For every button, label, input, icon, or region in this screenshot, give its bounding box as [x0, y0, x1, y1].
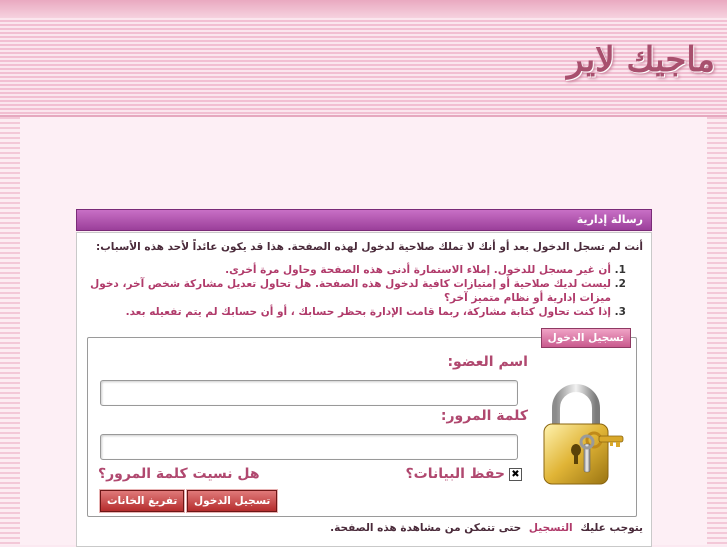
- site-logo[interactable]: ماجيك لاير: [567, 40, 715, 80]
- password-label: كلمة المرور:: [440, 408, 528, 424]
- right-border-stripe: [707, 117, 727, 545]
- register-link[interactable]: التسجيل: [528, 522, 573, 534]
- left-border-stripe: [0, 117, 20, 545]
- password-input[interactable]: [100, 434, 518, 460]
- reason-item: 1. أن غير مسجل للدخول. إملاء الاستمارة أدنى هذه الصفحة وحاول مرة أخرى.: [81, 263, 611, 277]
- padlock-with-keys-icon: [534, 378, 626, 488]
- reset-fields-button[interactable]: تفريغ الخانات: [100, 490, 184, 512]
- header-top-band: [0, 0, 727, 18]
- reason-item: 2. ليست لديك صلاحية أو إمتيازات كافية لدخول هذه الصفحة. هل تحاول تعديل مشاركة شخص آخر، دخول ميزات إدارية أو نظام متميز آخر؟: [81, 277, 611, 305]
- reason-item: 3. إذا كنت تحاول كتابة مشاركة، ربما قامت الإدارة بحظر حسابك ، أو أن حسابك لم يتم تفعيله بعد.: [81, 305, 611, 319]
- footer-prefix: يتوجب عليك: [580, 522, 643, 534]
- login-legend: تسجيل الدخول: [541, 328, 631, 348]
- remember-checkbox[interactable]: ✖: [509, 468, 522, 481]
- reasons-list: [81, 263, 631, 319]
- username-label: اسم العضو:: [447, 354, 528, 370]
- panel-title-bar: [76, 209, 652, 231]
- login-fieldset: [87, 332, 637, 517]
- username-input[interactable]: [100, 380, 518, 406]
- forgot-password-link[interactable]: هل نسيت كلمة المرور؟: [98, 466, 260, 482]
- footer-note: [330, 522, 643, 534]
- remember-me: [406, 466, 522, 482]
- intro-text: أنت لم تسجل الدخول بعد أو أنك لا تملك صلاحية لدخول لهذه الصفحة. هذا قد يكون عائداً لأحد هذه الأسباب:: [96, 241, 643, 253]
- footer-suffix: حتى تتمكن من مشاهدة هذه الصفحة.: [330, 522, 522, 534]
- site-header: [0, 0, 727, 117]
- panel-title: رسالة إدارية: [576, 213, 643, 226]
- remember-label: حفظ البيانات؟: [405, 466, 505, 482]
- admin-message-panel: [76, 232, 652, 547]
- login-submit-button[interactable]: تسجيل الدخول: [187, 490, 277, 512]
